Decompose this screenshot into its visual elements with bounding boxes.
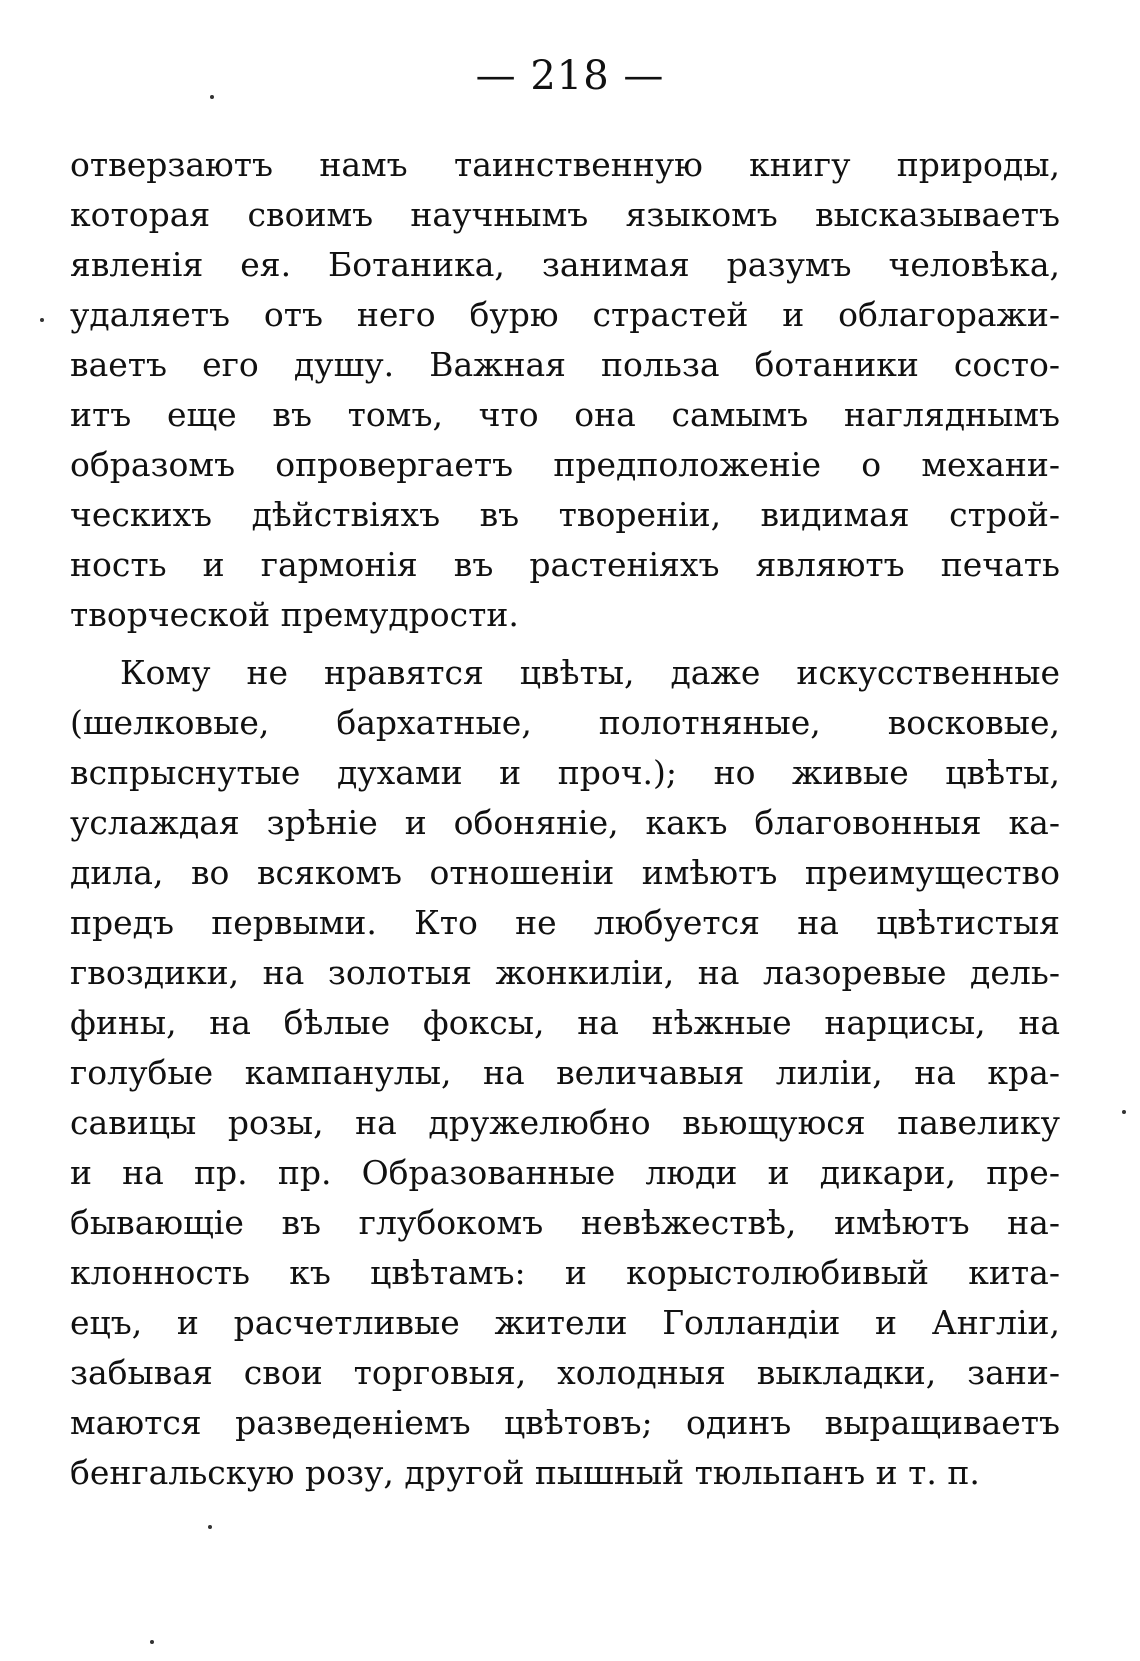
text-line: предъ первыми. Кто не любуется на цвѣтистыя xyxy=(70,903,1060,942)
text-line: итъ еще въ томъ, что она самымъ нагляднымъ xyxy=(70,395,1060,434)
text-line: ецъ, и расчетливые жители Голландіи и Англіи, xyxy=(70,1303,1060,1342)
text-line: вспрыснутые духами и проч.); но живые цвѣты, xyxy=(70,753,1060,792)
text-line: ность и гармонія въ растеніяхъ являютъ печать xyxy=(70,545,1060,584)
text-line: ваетъ его душу. Важная польза ботаники состо- xyxy=(70,345,1060,384)
paragraph xyxy=(70,648,1060,1498)
page-number: — 218 — xyxy=(475,53,665,99)
scan-speck xyxy=(210,95,214,99)
paragraph xyxy=(70,140,1060,640)
text-line: бывающіе въ глубокомъ невѣжествѣ, имѣютъ на- xyxy=(70,1203,1060,1242)
scan-speck xyxy=(208,1525,212,1529)
text-line: фины, на бѣлые фоксы, на нѣжные нарцисы, на xyxy=(70,1003,1060,1042)
text-line: маются разведеніемъ цвѣтовъ; одинъ выращиваетъ xyxy=(70,1403,1060,1442)
paragraph-gap xyxy=(70,640,1060,648)
text-line: которая своимъ научнымъ языкомъ высказываетъ xyxy=(70,195,1060,234)
text-line: бенгальскую розу, другой пышный тюльпанъ и т. п. xyxy=(70,1453,980,1492)
scan-speck xyxy=(150,1640,154,1644)
text-line: Кому не нравятся цвѣты, даже искусственные xyxy=(120,653,1060,692)
body-text xyxy=(70,140,1060,1498)
scan-speck xyxy=(1122,1110,1126,1114)
text-line: образомъ опровергаетъ предположеніе о механи- xyxy=(70,445,1060,484)
text-line: творческой премудрости. xyxy=(70,595,519,634)
scan-speck xyxy=(40,318,44,322)
text-line: явленія ея. Ботаника, занимая разумъ человѣка, xyxy=(70,245,1060,284)
text-line: (шелковые, бархатные, полотняные, восковые, xyxy=(70,703,1060,742)
text-line: отверзаютъ намъ таинственную книгу природы, xyxy=(70,145,1060,184)
text-line: услаждая зрѣніе и обоняніе, какъ благовонныя ка- xyxy=(70,803,1060,842)
text-line: клонность къ цвѣтамъ: и корыстолюбивый кита- xyxy=(70,1253,1060,1292)
text-line: забывая свои торговыя, холодныя выкладки, зани- xyxy=(70,1353,1060,1392)
text-line: удаляетъ отъ него бурю страстей и облагоражи- xyxy=(70,295,1060,334)
text-line: и на пр. пр. Образованные люди и дикари, пре- xyxy=(70,1153,1060,1192)
text-line: гвоздики, на золотыя жонкиліи, на лазоревые дель- xyxy=(70,953,1060,992)
text-line: голубые кампанулы, на величавыя лиліи, на кра- xyxy=(70,1053,1060,1092)
text-line: ческихъ дѣйствіяхъ въ твореніи, видимая строй- xyxy=(70,495,1060,534)
text-line: савицы розы, на дружелюбно вьющуюся павелику xyxy=(70,1103,1060,1142)
text-line: дила, во всякомъ отношеніи имѣютъ преимущество xyxy=(70,853,1060,892)
